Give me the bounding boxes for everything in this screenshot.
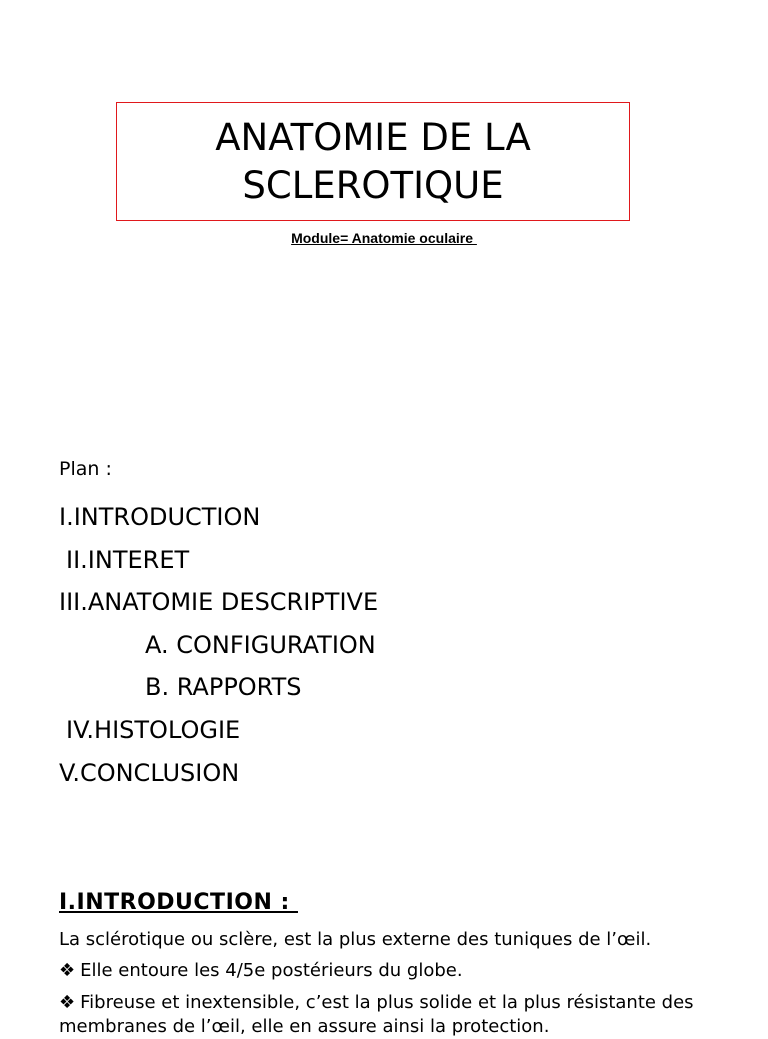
- introduction-heading: I.INTRODUCTION :: [59, 890, 298, 915]
- plan-item-conclusion: V.CONCLUSION: [59, 758, 240, 787]
- title-line-2: SCLEROTIQUE: [242, 163, 504, 207]
- title-line-1: ANATOMIE DE LA: [215, 115, 531, 159]
- introduction-bullet-1: [59, 959, 739, 983]
- plan-item-configuration: A. CONFIGURATION: [145, 630, 376, 659]
- introduction-bullet-2: [59, 991, 739, 1039]
- plan-item-rapports: B. RAPPORTS: [145, 673, 302, 702]
- plan-label: Plan :: [59, 458, 112, 480]
- title-box: [116, 102, 630, 221]
- bullet-2-text: Fibreuse et inextensible, c’est la plus solide et la plus résistante des membranes de l’œil, elle en assure ainsi la protection.: [59, 992, 694, 1037]
- plan-item-anatomie-descriptive: III.ANATOMIE DESCRIPTIVE: [59, 588, 379, 617]
- plan-item-histologie: IV.HISTOLOGIE: [66, 715, 241, 744]
- diamond-bullet-icon: ❖: [59, 992, 76, 1013]
- plan-item-interet: II.INTERET: [66, 545, 190, 574]
- plan-list: [59, 496, 378, 794]
- diamond-bullet-icon: ❖: [59, 960, 76, 981]
- bullet-1-text: Elle entoure les 4/5e postérieurs du globe.: [80, 960, 463, 981]
- module-subtitle: Module= Anatomie oculaire: [291, 230, 477, 246]
- plan-item-introduction: I.INTRODUCTION: [59, 503, 261, 531]
- introduction-paragraph: La sclérotique ou sclère, est la plus externe des tuniques de l’œil.: [59, 929, 652, 950]
